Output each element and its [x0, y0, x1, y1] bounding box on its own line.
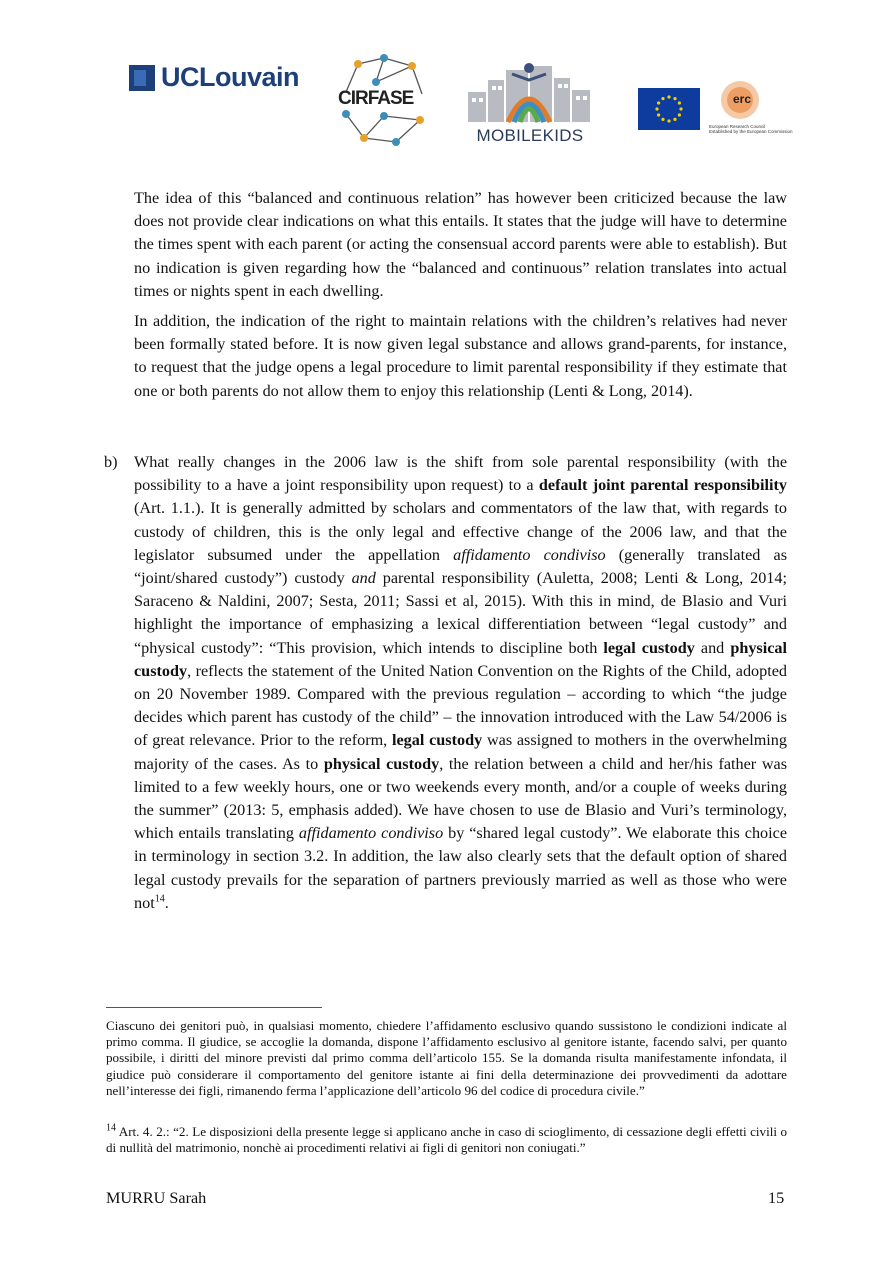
erc-subtitle-line-1: European Research Council — [709, 124, 766, 129]
mobilekids-logo — [460, 56, 598, 146]
erc-logo-text: erc — [733, 92, 752, 106]
bold-term: physical custody — [323, 754, 440, 773]
text-run: and — [694, 638, 731, 657]
footnote-14 — [106, 1124, 787, 1156]
text-run: What really changes in the 2006 law is the shift from sole parental responsibility (with the possibility to a have a joint responsibility upon request) to a — [134, 453, 787, 495]
text-run: by “shared legal custody”. We elaborate this choice in terminology in section 3.2. In addition, the law also clearly sets that the default option of shared legal custody prevails for the separation of partners previously married as well as those who were not — [134, 824, 788, 912]
buildings-figure-icon — [460, 56, 598, 126]
uclouvain-mark-icon — [129, 65, 155, 91]
mobilekids-logo-text: MOBILEKIDS — [476, 126, 584, 145]
cirfase-logo-text: CIRFASE — [338, 88, 414, 109]
body-paragraph-b — [134, 451, 787, 915]
italic-term: and — [351, 569, 376, 588]
bold-term: physical custody — [134, 638, 788, 680]
text-run: (Art. 1.1.). It is generally admitted by scholars and commentators of the law that, with regards to custody of children, this is the only legal and effective change of the 2006 law, and that the legislator subsumed under the appellation — [134, 499, 787, 564]
text-run: , reflects the statement of the United Nation Convention on the Rights of the Child, adopted on 20 November 1989. Compared with the previous regulation – according to which “the judge decides which parent has custody of the child” – the innovation introduced with the Law 54/2006 is of great relevance. Prior to the reform, — [134, 661, 787, 750]
list-label-b: b) — [104, 453, 118, 471]
page-number: 15 — [768, 1189, 785, 1207]
bold-term: legal custody — [391, 731, 483, 750]
footnote-continued: Ciascuno dei genitori può, in qualsiasi momento, chiedere l’affidamento esclusivo quando sussistono le condizioni indicate al primo comma. Il giudice, se accoglie la domanda, dispone l’affidamento esclusivo al genitore istante, facendo salvi, per quanto possibile, i diritti del minore previsti dal primo comma dell’articolo 155. Se la domanda risulta manifestamente infondata, il giudice può considerare il comportamento del genitore istante ai fini della determinazione dei provvedimenti da adottare nell’interesse dei figli, rimanendo ferma l’applicazione dell’articolo 96 del codice di procedura civile.” — [106, 1018, 787, 1098]
text-run: was assigned to mothers in the overwhelming majority of the cases. As to — [134, 731, 787, 773]
uclouvain-logo-text: UCLouvain — [161, 62, 300, 92]
footnote-text: Art. 4. 2.: “2. Le disposizioni della presente legge si applicano anche in caso di scioglimento, di cessazione degli effetti civili o di nullità del matrimonio, nonchè ai procedimenti relativi ai figli di genitori non coniugati.” — [106, 1124, 787, 1156]
italic-term: affidamento condiviso — [453, 545, 606, 564]
erc-logo-subtitle — [709, 124, 793, 134]
text-run: (generally translated as “joint/shared custody”) custody — [134, 545, 787, 588]
footnote-ref-14[interactable]: 14 — [154, 893, 165, 905]
bold-term: default joint parental responsibility — [538, 476, 787, 495]
body-paragraph-1: The idea of this “balanced and continuous relation” has however been criticized because the law does not provide clear indications on what this entails. It states that the judge will have to determine the times spent with each parent (or acting the consensual accord parents were able to establish). But no indication is given regarding how the “balanced and continuous” relation translates into actual times or nights spent in each dwelling. — [134, 189, 787, 300]
eu-flag-icon — [638, 88, 700, 130]
erc-subtitle-line-2: Established by the European Commission — [709, 129, 793, 134]
eu-stars-icon — [638, 88, 700, 130]
footnote-number: 14 — [106, 1122, 116, 1134]
footer-author: MURRU Sarah — [106, 1189, 207, 1207]
italic-term: affidamento condiviso — [298, 824, 444, 843]
uclouvain-logo — [129, 62, 299, 93]
text-run: parental responsibility (Auletta, 2008; Lenti & Long, 2014; Saraceno & Naldini, 2007; Sesta, 2011; Sassi et al, 2015). With this in mind, de Blasio and Vuri highlight the importance of emphasizing a lexical differentiation between “legal custody” and “physical custody”: “This provision, which intends to discipline both — [134, 569, 787, 657]
bold-term: legal custody — [603, 638, 695, 657]
cirfase-logo — [336, 52, 428, 148]
footnote-divider — [106, 1007, 322, 1008]
text-run: , the relation between a child and her/his father was limited to a few weekly hours, one or two weekends every month, and/or a couple of weeks during the summer” (2013: 5, emphasis added). We have chosen to use de Blasio and Vuri’s terminology, which entails translating — [134, 754, 787, 843]
text-run: . — [164, 893, 169, 912]
body-paragraph-2: In addition, the indication of the right to maintain relations with the children’s relatives had never been formally stated before. It is now given legal substance and allows grand-parents, for instance, to request that the judge opens a legal procedure to limit parental responsibility if they estimate that one or both parents do not allow them to enjoy this relationship (Lenti & Long, 2014). — [134, 312, 787, 400]
erc-logo — [705, 78, 793, 140]
